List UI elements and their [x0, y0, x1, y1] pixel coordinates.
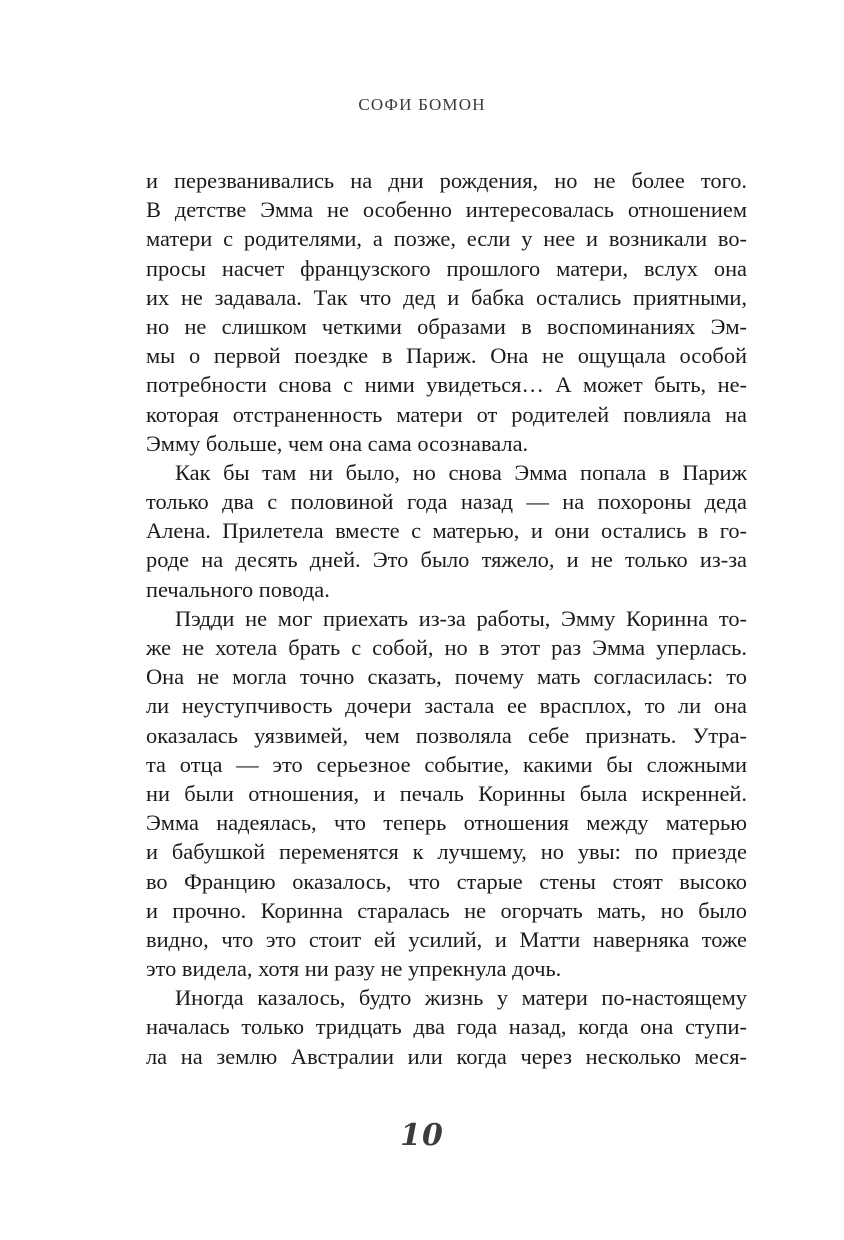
text-line: ни были отношения, и печаль Коринны была искренней. — [146, 780, 747, 806]
text-line: роде на десять дней. Это было тяжело, и не только из-за — [146, 547, 747, 573]
text-line: и прочно. Коринна старалась не огорчать мать, но было — [146, 897, 747, 923]
text-line: Эмму больше, чем она сама осознавала. — [146, 430, 529, 456]
text-line: ла на землю Австралии или когда через несколько меся- — [146, 1043, 747, 1069]
text-line: Алена. Прилетела вместе с матерью, и они остались в го- — [146, 518, 747, 544]
text-line: видно, что это стоит ей усилий, и Матти наверняка тоже — [146, 926, 747, 952]
text-line: матери с родителями, а позже, если у нее и возникали во- — [146, 226, 747, 252]
text-line: мы о первой поездке в Париж. Она не ощущала особой — [146, 343, 747, 369]
text-line: только два с половиной года назад — на похороны деда — [146, 489, 747, 515]
text-line: Эмма надеялась, что теперь отношения между матерью — [146, 810, 747, 836]
text-line: просы насчет французского прошлого матери, вслух она — [146, 255, 747, 281]
text-line: их не задавала. Так что дед и бабка остались приятными, — [146, 284, 747, 310]
page-number: 10 — [400, 1118, 444, 1153]
text-line: во Францию оказалось, что старые стены стоят высоко — [146, 868, 747, 894]
text-line: Как бы там ни было, но снова Эмма попала в Париж — [175, 459, 747, 485]
body-text — [146, 166, 747, 1071]
text-line: Иногда казалось, будто жизнь у матери по-настоящему — [175, 985, 747, 1011]
text-line: потребности снова с ними увидеться… А может быть, не- — [146, 372, 747, 398]
text-line: и перезванивались на дни рождения, но не более того. — [146, 168, 747, 193]
text-line: это видела, хотя ни разу не упрекнула дочь. — [146, 956, 562, 982]
text-line: но не слишком четкими образами в воспоминаниях Эм- — [146, 313, 747, 339]
text-line: же не хотела брать с собой, но в этот раз Эмма уперлась. — [146, 635, 747, 660]
text-line: Она не могла точно сказать, почему мать согласилась: то — [146, 664, 747, 690]
text-line: и бабушкой переменятся к лучшему, но увы: по приезде — [146, 839, 747, 865]
text-line: ли неуступчивость дочери застала ее врасплох, то ли она — [146, 693, 747, 719]
text-line: которая отстраненность матери от родителей повлияла на — [146, 401, 747, 427]
text-line: В детстве Эмма не особенно интересовалась отношением — [146, 197, 747, 223]
text-line: оказалась уязвимей, чем позволяла себе признать. Утра- — [146, 722, 747, 748]
text-line: печального повода. — [146, 576, 330, 602]
text-line: та отца — это серьезное событие, какими бы сложными — [146, 751, 747, 777]
text-line: Пэдди не мог приехать из-за работы, Эмму Коринна то- — [175, 605, 747, 631]
running-header: СОФИ БОМОН — [358, 95, 486, 114]
text-line: началась только тридцать два года назад, когда она ступи- — [146, 1014, 747, 1040]
